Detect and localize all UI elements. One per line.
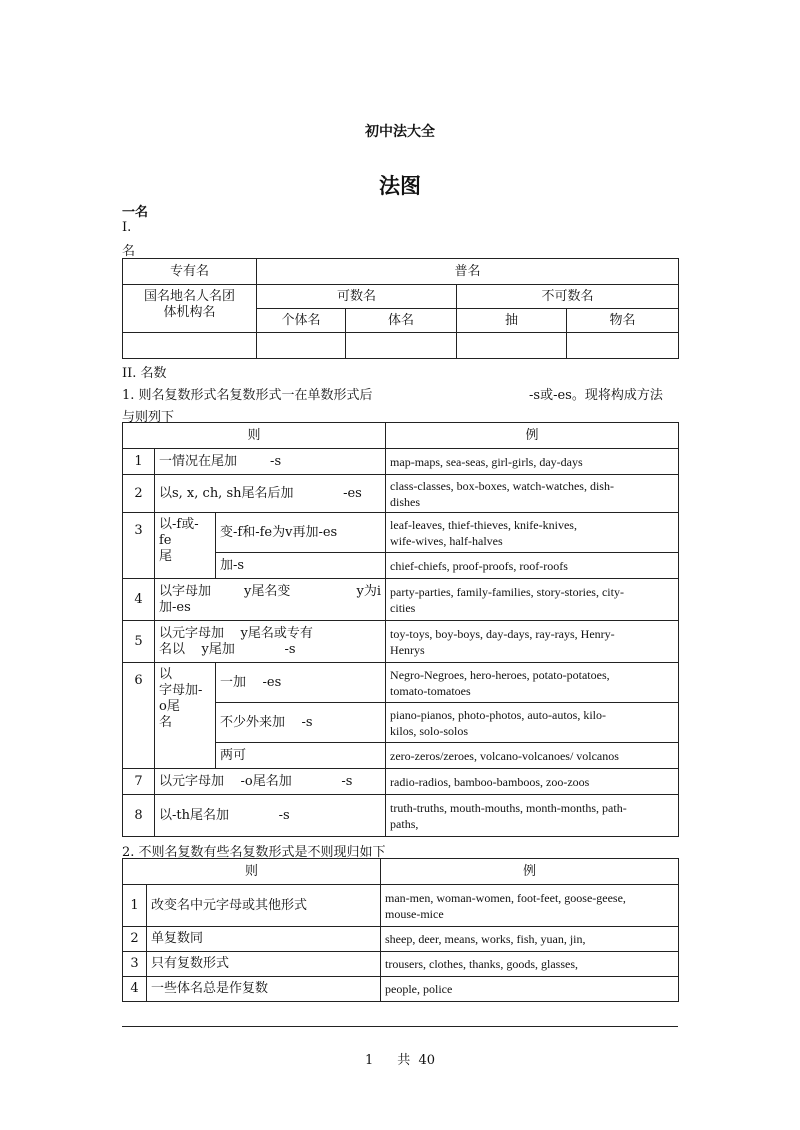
example-text: sheep, deer, means, works, fish, yuan, jin, (381, 927, 679, 952)
table-row (123, 513, 679, 553)
example-line: dishes (390, 494, 421, 509)
rule-line: 以元字母加 y尾名或专有 (159, 625, 313, 641)
uncountable-noun-header: 不可数名 (457, 285, 679, 309)
rule-group-text (155, 513, 216, 579)
example-text (386, 795, 679, 837)
example-text: zero-zeros/zeroes, volcano-volcanoes/ volcanos (386, 743, 679, 769)
example-text: people, police (381, 977, 679, 1002)
rule-group-line: o尾 (159, 699, 180, 714)
rule-text: 只有复数形式 (147, 952, 381, 977)
example-line: cities (390, 600, 416, 615)
rule-text: 一些体名总是作复数 (147, 977, 381, 1002)
rule2-intro: 2. 不则名复数有些名复数形式是不则现归如下 (122, 845, 386, 860)
noun-classification-table (122, 258, 679, 359)
rule-line: 加-es (159, 599, 191, 615)
table-row (123, 885, 679, 927)
rule-group-line: 尾 (159, 549, 173, 564)
document-title: 法图 (379, 173, 421, 198)
row-number: 7 (123, 769, 155, 795)
example-line: truth-truths, mouth-mouths, month-months, path- (390, 800, 627, 815)
rule-text (155, 621, 386, 663)
example-line: kilos, solo-solos (390, 723, 469, 738)
rule-text (155, 579, 386, 621)
row-number: 2 (123, 475, 155, 513)
proper-desc-line2: 体机构名 (163, 305, 216, 320)
example-line: Henrys (390, 642, 425, 657)
page-footer (0, 1049, 800, 1068)
example-text (386, 621, 679, 663)
example-line: party-parties, family-families, story-stories, city- (390, 584, 624, 599)
row-number: 5 (123, 621, 155, 663)
rule-text: 以元字母加 -o尾名加 -s (155, 769, 386, 795)
rule-column-header: 则 (123, 859, 381, 885)
row-number: 3 (123, 952, 147, 977)
section-heading-number: II. 名数 (122, 366, 167, 381)
rule-group-line: 字母加- (159, 683, 203, 698)
table-row (123, 952, 679, 977)
table-row (123, 927, 679, 952)
table-row (123, 769, 679, 795)
table-row (123, 579, 679, 621)
rule-text: 以-th尾名加 -s (155, 795, 386, 837)
section-heading-nouns: 一名 (122, 205, 149, 220)
material-noun-header: 物名 (567, 309, 679, 333)
example-text (386, 703, 679, 743)
row-number: 1 (123, 449, 155, 475)
header-title: 初中法大全 (365, 124, 435, 140)
example-line: paths, (390, 816, 419, 831)
row-number: 4 (123, 977, 147, 1002)
example-line: wife-wives, half-halves (390, 533, 503, 548)
countable-noun-header: 可数名 (257, 285, 457, 309)
rule-group-text (155, 663, 216, 769)
page-total: 共 40 (397, 1053, 436, 1068)
proper-noun-description (123, 285, 257, 333)
example-line: man-men, woman-women, foot-feet, goose-geese, (385, 890, 626, 905)
empty-cell (257, 333, 346, 359)
example-line: leaf-leaves, thief-thieves, knife-knives, (390, 517, 577, 532)
section-label-I: I. (122, 220, 132, 235)
sub-rule-text: 一加 -es (216, 663, 386, 703)
example-line: tomato-tomatoes (390, 683, 471, 698)
proper-noun-header: 专有名 (123, 259, 257, 285)
empty-cell (457, 333, 567, 359)
sub-rule-text: 变-f和-fe为v再加-es (216, 513, 386, 553)
row-number: 6 (123, 663, 155, 769)
rule-group-line: 名 (159, 715, 173, 730)
rule1-intro-line2: 与则列下 (122, 410, 175, 425)
rule-text: 一情况在尾加 -s (155, 449, 386, 475)
example-column-header: 例 (381, 859, 679, 885)
rule-text: 单复数同 (147, 927, 381, 952)
example-text (386, 513, 679, 553)
common-noun-header: 普名 (257, 259, 679, 285)
table-row (123, 449, 679, 475)
row-number: 4 (123, 579, 155, 621)
rule-group-line: 以-f或-fe (159, 517, 199, 548)
individual-noun-header: 个体名 (257, 309, 346, 333)
table-row (123, 663, 679, 703)
table-row (123, 621, 679, 663)
example-line: toy-toys, boy-boys, day-days, ray-rays, Henry- (390, 626, 615, 641)
row-number: 1 (123, 885, 147, 927)
row-number: 8 (123, 795, 155, 837)
example-column-header: 例 (386, 423, 679, 449)
example-line: Negro-Negroes, hero-heroes, potato-potatoes, (390, 667, 610, 682)
example-text (386, 475, 679, 513)
footer-divider (122, 1026, 678, 1027)
collective-noun-header: 体名 (346, 309, 457, 333)
example-text (386, 663, 679, 703)
rule-line: 名以 y尾加 -s (159, 641, 296, 657)
rule1-intro-left: 1. 则名复数形式名复数形式一在单数形式后 (122, 388, 373, 403)
table-row (123, 795, 679, 837)
sub-rule-text: 加-s (216, 553, 386, 579)
sub-rule-text: 不少外来加 -s (216, 703, 386, 743)
example-line: piano-pianos, photo-photos, auto-autos, kilo- (390, 707, 607, 722)
empty-cell (346, 333, 457, 359)
empty-cell (567, 333, 679, 359)
irregular-plural-table (122, 858, 679, 1002)
rule-group-line: 以 (159, 667, 173, 682)
row-number: 3 (123, 513, 155, 579)
row-number: 2 (123, 927, 147, 952)
example-text: trousers, clothes, thanks, goods, glasses, (381, 952, 679, 977)
rule1-intro-right: -s或-es。现将构成方法 (529, 388, 663, 403)
rule-text: 改变名中元字母或其他形式 (147, 885, 381, 927)
table-row (123, 475, 679, 513)
example-text (386, 579, 679, 621)
table-row (123, 977, 679, 1002)
example-line: class-classes, box-boxes, watch-watches, dish- (390, 478, 614, 493)
example-text: radio-radios, bamboo-bamboos, zoo-zoos (386, 769, 679, 795)
sub-rule-text: 两可 (216, 743, 386, 769)
regular-plural-table (122, 422, 679, 837)
empty-cell (123, 333, 257, 359)
example-line: mouse-mice (385, 906, 444, 921)
rule-text: 以s, x, ch, sh尾名后加 -es (155, 475, 386, 513)
proper-desc-line1: 国名地名人名团 (143, 289, 235, 304)
example-text: chief-chiefs, proof-proofs, roof-roofs (386, 553, 679, 579)
abstract-noun-header: 抽 (457, 309, 567, 333)
page-number: 1 (364, 1053, 374, 1068)
rule-column-header: 则 (123, 423, 386, 449)
example-text: map-maps, sea-seas, girl-girls, day-days (386, 449, 679, 475)
example-text (381, 885, 679, 927)
rule-line: 以字母加 y尾名变 y为i (159, 583, 382, 599)
section-subtitle-classification: 名 (122, 244, 136, 259)
